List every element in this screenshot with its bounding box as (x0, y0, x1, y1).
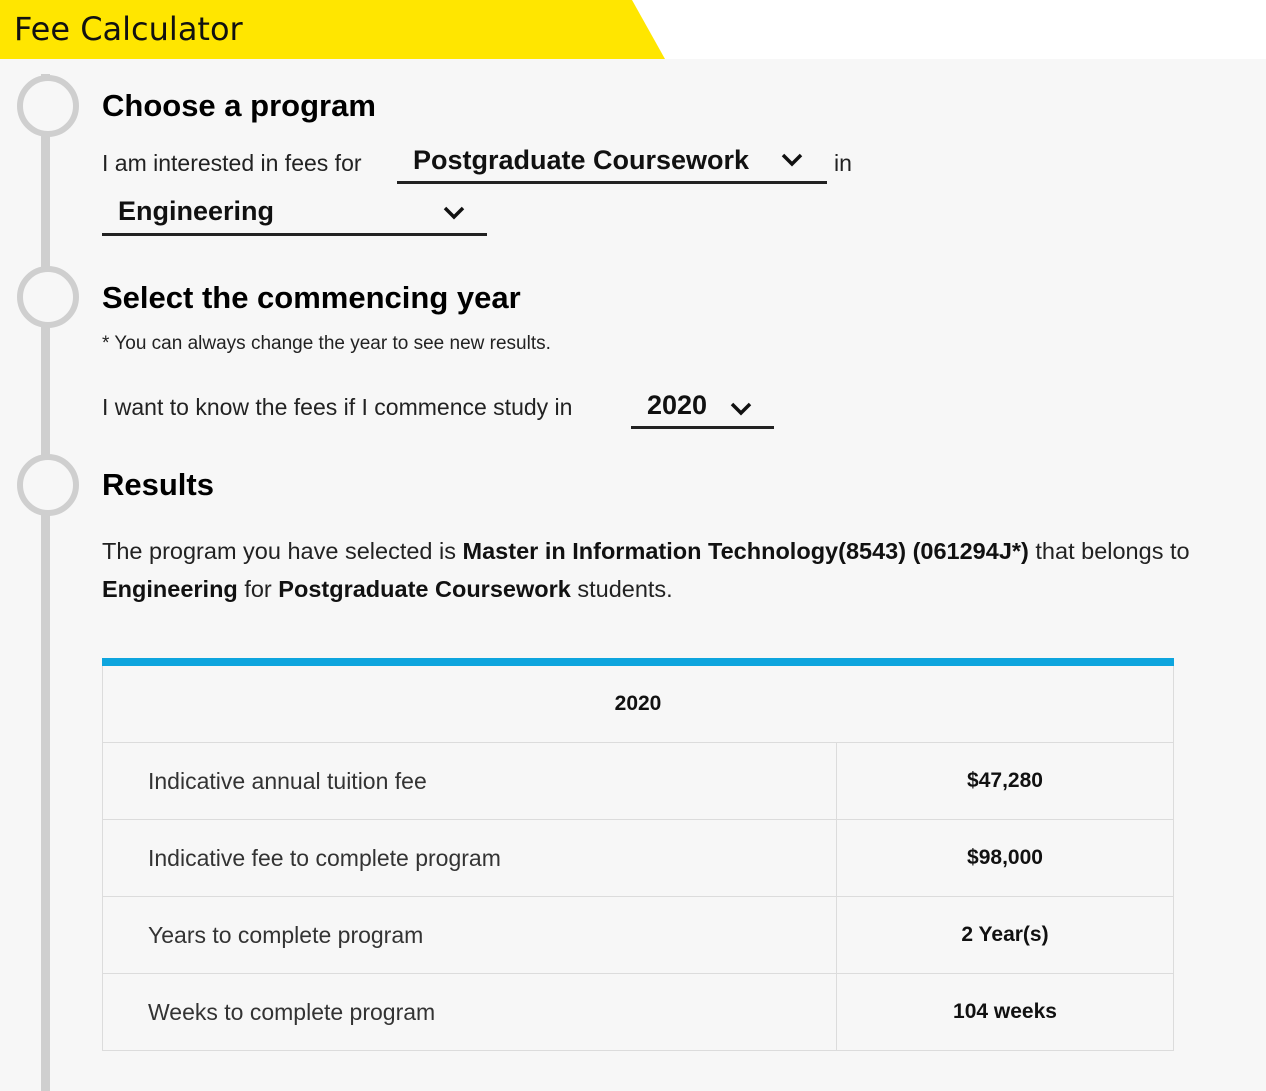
table-accent-bar (102, 658, 1174, 666)
fees-for-label: I am interested in fees for (102, 150, 362, 176)
summary-text-for: for (244, 576, 272, 602)
chevron-down-icon (781, 153, 803, 167)
step-1-circle-icon (17, 75, 79, 137)
row-value: 104 weeks (953, 1000, 1057, 1023)
table-row (102, 743, 1174, 820)
row-label: Weeks to complete program (103, 974, 837, 1050)
header-tab (0, 0, 665, 59)
summary-text-end: students. (577, 576, 673, 602)
summary-faculty: Engineering (102, 576, 238, 602)
step-3-heading: Results (102, 467, 214, 502)
faculty-select[interactable] (102, 192, 487, 236)
summary-study-type: Postgraduate Coursework (278, 576, 571, 602)
summary-text-start: The program you have selected is (102, 538, 456, 564)
table-year-header: 2020 (102, 666, 1174, 743)
year-select[interactable] (631, 385, 774, 429)
table-row (102, 974, 1174, 1051)
study-type-select[interactable] (397, 140, 827, 184)
table-row (102, 820, 1174, 897)
summary-text-mid: that belongs to (1035, 538, 1190, 564)
row-label: Years to complete program (103, 897, 837, 973)
row-label: Indicative annual tuition fee (103, 743, 837, 819)
page-title: Fee Calculator (14, 10, 243, 48)
commence-label: I want to know the fees if I commence study in (102, 394, 573, 420)
year-value: 2020 (647, 390, 708, 420)
chevron-down-icon (730, 402, 752, 416)
timeline-line (41, 74, 50, 1091)
fees-table (102, 658, 1174, 1051)
row-value: 2 Year(s) (961, 923, 1049, 946)
chevron-down-icon (443, 206, 465, 220)
row-label: Indicative fee to complete program (103, 820, 837, 896)
step-2-heading: Select the commencing year (102, 280, 521, 315)
program-name: Master in Information Technology(8543) (061294J*) (462, 538, 1029, 564)
table-row (102, 897, 1174, 974)
row-value: $98,000 (967, 846, 1043, 869)
step-3-circle-icon (17, 454, 79, 516)
year-change-note: * You can always change the year to see new results. (102, 333, 551, 354)
results-summary (102, 532, 1202, 608)
in-label: in (834, 150, 852, 176)
row-value: $47,280 (967, 769, 1043, 792)
study-type-value: Postgraduate Coursework (413, 145, 750, 175)
step-1-heading: Choose a program (102, 88, 376, 123)
faculty-value: Engineering (118, 196, 275, 226)
step-2-circle-icon (17, 266, 79, 328)
